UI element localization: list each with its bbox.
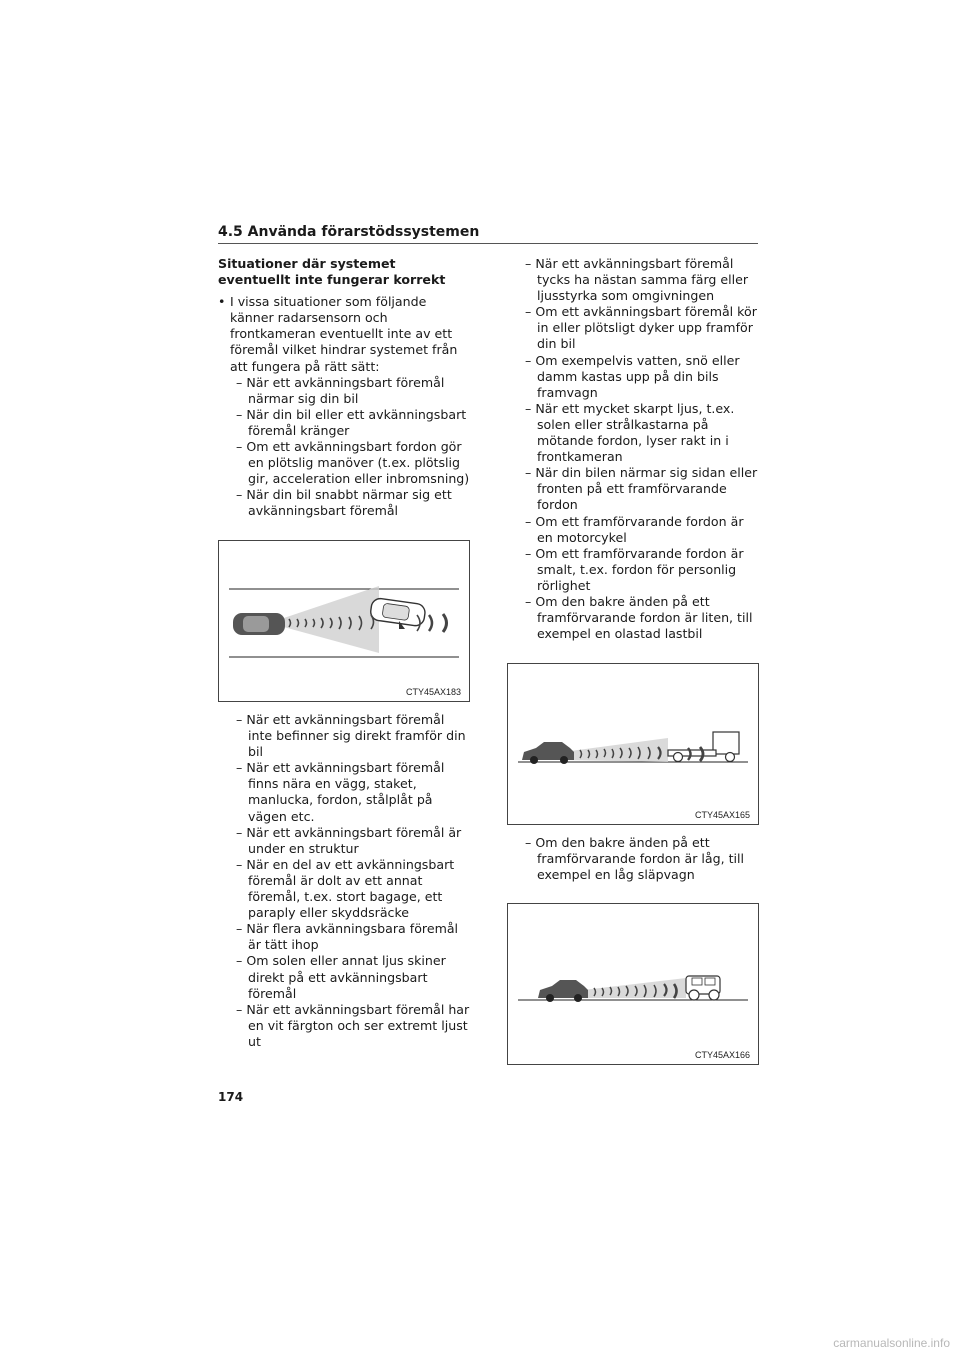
figure-2-illustration (508, 664, 758, 824)
list-item: – När ett avkänningsbart föremål är under en struktur (236, 824, 462, 856)
list-item: – Om solen eller annat ljus skiner direkt på ett avkänningsbart föremål (236, 953, 446, 1001)
watermark: carmanualsonline.info (833, 1336, 950, 1350)
figure-1-illustration (219, 541, 469, 701)
list-item: – Om den bakre änden på ett framförvarande fordon är liten, till exempel en olastad lastbil (525, 593, 753, 642)
list-item: – Om ett framförvarande fordon är smalt, t.ex. fordon för personlig rörlighet (525, 545, 744, 593)
right-column-top (507, 256, 759, 642)
section-header: 4.5 Använda förarstödssystemen (218, 224, 758, 244)
figure-code: CTY45AX166 (694, 1050, 750, 1060)
list-item: – Om den bakre änden på ett framförvarande fordon är låg, till exempel en låg släpvagn (525, 835, 745, 883)
figure-unloaded-truck (507, 663, 759, 825)
left-column-bottom (218, 712, 470, 1050)
dash-list-left-b (218, 712, 470, 1050)
dash-list-right-b (507, 835, 759, 883)
bullet-dot-icon: • (218, 294, 226, 310)
figure-code: CTY45AX165 (694, 810, 750, 820)
figure-low-trailer (507, 903, 759, 1065)
page-number: 174 (218, 1090, 244, 1104)
list-item: – När en del av ett avkänningsbart föremål är dolt av ett annat föremål, t.ex. stort bagage, ett paraply eller skyddsräcke (236, 856, 455, 921)
list-item: – När flera avkänningsbara föremål är tätt ihop (236, 921, 459, 953)
subheading: Situationer där systemet eventuellt inte fungerar korrekt (218, 256, 446, 288)
bullet-text: I vissa situationer som följande känner radarsensorn och frontkameran eventuellt inte av ett föremål vilket hindrar systemet från att fungera på rätt sätt: (230, 294, 458, 374)
figure-approaching-vehicle (218, 540, 470, 702)
figure-code: CTY45AX183 (405, 687, 461, 697)
dash-list-left-a (218, 375, 470, 520)
list-item: – När ett mycket skarpt ljus, t.ex. solen eller strålkastarna på mötande fordon, lyser rakt in i frontkameran (525, 400, 735, 465)
list-item: – När din bilen närmar sig sidan eller fronten på ett framförvarande fordon (525, 465, 758, 513)
list-item: – Om ett framförvarande fordon är en motorcykel (525, 513, 744, 545)
list-item: – När ett avkänningsbart föremål inte befinner sig direkt framför din bil (236, 712, 466, 760)
list-item: – När ett avkänningsbart föremål tycks ha nästan samma färg eller ljusstyrka som omgivningen (525, 256, 749, 304)
dash-list-right-a (507, 256, 759, 642)
list-item: – Om ett avkänningsbart fordon gör en plötslig manöver (t.ex. plötslig gir, acceleration eller inbromsning) (236, 439, 470, 487)
list-item: – Om ett avkänningsbart föremål kör in eller plötsligt dyker upp framför din bil (525, 304, 757, 352)
list-item: – När ett avkänningsbart föremål närmar sig din bil (236, 374, 445, 406)
list-item: – När din bil eller ett avkänningsbart föremål kränger (236, 406, 467, 438)
list-item: – Om exempelvis vatten, snö eller damm kastas upp på din bils framvagn (525, 352, 740, 400)
left-column-top (218, 256, 470, 520)
list-item: – När ett avkänningsbart föremål finns nära en vägg, staket, manlucka, fordon, stålplåt på vägen etc. (236, 760, 445, 824)
figure-3-illustration (508, 904, 758, 1064)
list-item: – När din bil snabbt närmar sig ett avkänningsbart föremål (236, 487, 452, 519)
bullet-item (218, 294, 470, 374)
right-column-bottom (507, 835, 759, 883)
list-item: – När ett avkänningsbart föremål har en vit färgton och ser extremt ljust ut (236, 1001, 470, 1049)
